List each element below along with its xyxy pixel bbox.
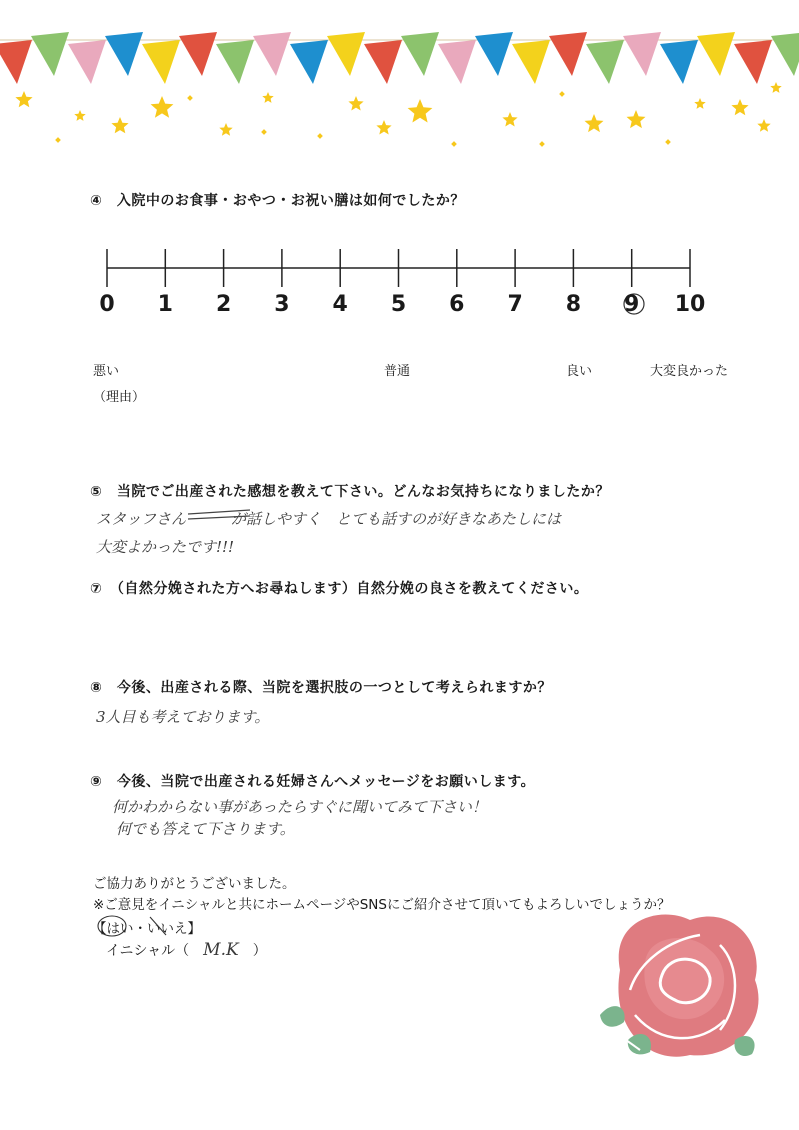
q9-answer-line1: 何かわからない事があったらすぐに聞いてみて下さい！ <box>112 798 487 816</box>
initial-value: M.K <box>203 940 239 960</box>
scale-number-7: 7 <box>507 292 523 317</box>
q7-question: ⑦ （自然分娩された方へお尋ねします）自然分娩の良さを教えてください。 <box>90 581 589 597</box>
q9-question: ⑨ 今後、当院で出産される妊婦さんへメッセージをお願いします。 <box>90 774 536 790</box>
scale-number-6: 6 <box>449 292 465 317</box>
scale-number-0: 0 <box>99 292 115 317</box>
q5-answer-line2: 大変よかったです!!! <box>96 538 235 556</box>
scale-number-9: 9 <box>624 292 640 317</box>
q5-question: ⑤ 当院でご出産された感想を教えて下さい。どんなお気持ちになりましたか？ <box>90 484 610 500</box>
anchor-very-good: 大変良かった <box>650 364 729 379</box>
scale-number-1: 1 <box>157 292 173 317</box>
yes-no-choice: 【はい・いいえ】 <box>93 921 201 937</box>
initial-label: イニシャル（ <box>106 943 190 959</box>
anchor-good: 良い <box>566 364 593 379</box>
q9-answer-line2: 何でも答えて下さります。 <box>116 820 295 838</box>
scale-number-8: 8 <box>565 292 582 317</box>
initial-close: ） <box>252 943 267 959</box>
scale-number-3: 3 <box>274 292 290 317</box>
scale-number-5: 5 <box>390 292 407 317</box>
scale-number-4: 4 <box>332 292 348 317</box>
permission-question: ※ご意見をイニシャルと共にホームページやSNSにご紹介させて頂いてもよろしいでしょうか？ <box>93 897 671 913</box>
q5-answer-line1: スタッフさん が話しやすく とても話すのが好きなあたしには <box>96 510 562 528</box>
reason-label: （理由） <box>93 390 146 405</box>
scale-number-10: 10 <box>674 292 706 317</box>
anchor-normal: 普通 <box>384 364 411 379</box>
q4-question: ④ 入院中のお食事・おやつ・お祝い膳は如何でしたか？ <box>90 193 465 209</box>
q8-question: ⑧ 今後、出産される際、当院を選択肢の一つとして考えられますか？ <box>90 680 552 696</box>
anchor-bad: 悪い <box>93 364 120 379</box>
thanks-text: ご協力ありがとうございました。 <box>93 876 296 892</box>
q8-answer: 3人目も考えております。 <box>96 708 270 726</box>
scale-number-2: 2 <box>215 292 232 317</box>
